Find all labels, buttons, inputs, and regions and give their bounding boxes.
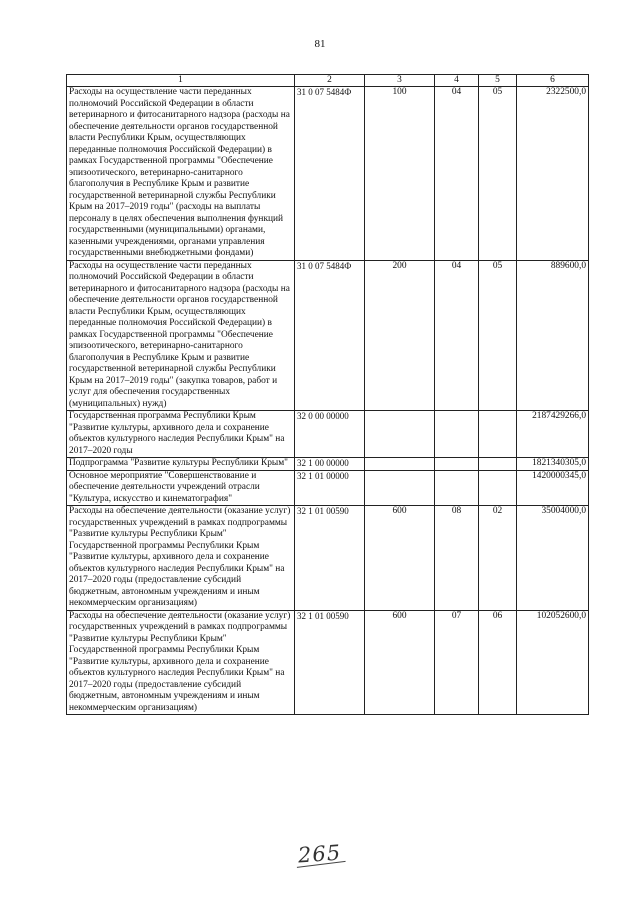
expense-name-cell: Основное мероприятие "Совершенствование и обеспечение деятельности учреждений отрасли "Культура, искусство и кинематография" [67, 470, 295, 506]
subsection-cell [479, 411, 517, 458]
expense-name-cell: Подпрограмма "Развитие культуры Республики Крым" [67, 458, 295, 471]
table-row [67, 610, 589, 715]
section-cell: 04 [435, 260, 479, 411]
column-header: 2 [295, 75, 365, 87]
subsection-cell: 05 [479, 260, 517, 411]
amount-cell: 2187429266,0 [517, 411, 589, 458]
column-header: 5 [479, 75, 517, 87]
expense-name-cell: Государственная программа Республики Крым "Развитие культуры, архивного дела и сохранение объектов культурного наследия Республики Крым" на 2017–2020 годы [67, 411, 295, 458]
target-code-cell: 31 0 07 5484Ф [295, 87, 365, 261]
expense-type-cell: 600 [365, 610, 435, 715]
table-row [67, 506, 589, 611]
amount-cell: 1821340305,0 [517, 458, 589, 471]
section-cell [435, 411, 479, 458]
target-code-cell: 32 1 01 00590 [295, 610, 365, 715]
column-header: 3 [365, 75, 435, 87]
expense-type-cell: 200 [365, 260, 435, 411]
amount-cell: 102052600,0 [517, 610, 589, 715]
table-row [67, 260, 589, 411]
amount-cell: 889600,0 [517, 260, 589, 411]
expense-type-cell [365, 458, 435, 471]
amount-cell: 35004000,0 [517, 506, 589, 611]
page-number: 81 [314, 38, 326, 50]
subsection-cell [479, 458, 517, 471]
table-header-row [67, 75, 589, 87]
target-code-cell: 32 1 00 00000 [295, 458, 365, 471]
section-cell: 08 [435, 506, 479, 611]
expense-name-cell: Расходы на осуществление части переданных полномочий Российской Федерации в области ветеринарного и фитосанитарного надзора (расходы на обеспечение деятельности органов государственной власти Республики Крым, осуществляющих переданные полномочия Российской Федерации) в рамках Государственной программы "Обеспечение эпизоотического, ветеринарно-санитарного благополучия в Республике Крым и развитие государственной ветеринарной службы Республики Крым на 2017–2019 годы" (закупка товаров, работ и услуг для обеспечения государственных (муниципальных) нужд) [67, 260, 295, 411]
amount-cell: 2322500,0 [517, 87, 589, 261]
section-cell [435, 458, 479, 471]
target-code-cell: 32 1 01 00590 [295, 506, 365, 611]
table-row [67, 458, 589, 471]
table-row [67, 470, 589, 506]
column-header: 4 [435, 75, 479, 87]
section-cell: 04 [435, 87, 479, 261]
subsection-cell: 02 [479, 506, 517, 611]
subsection-cell [479, 470, 517, 506]
expense-name-cell: Расходы на осуществление части переданных полномочий Российской Федерации в области ветеринарного и фитосанитарного надзора (расходы на обеспечение деятельности органов государственной власти Республики Крым, осуществляющих переданные полномочия Российской Федерации) в рамках Государственной программы "Обеспечение эпизоотического, ветеринарно-санитарного благополучия в Республике Крым и развитие государственной ветеринарной службы Республики Крым на 2017–2019 годы" (расходы на выплаты персоналу в целях обеспечения выполнения функций государственными (муниципальными) органами, казенными учреждениями, органами управления государственными внебюджетными фондами) [67, 87, 295, 261]
expense-type-cell [365, 411, 435, 458]
handwritten-page-number: 265 [297, 840, 342, 868]
expense-type-cell: 100 [365, 87, 435, 261]
expense-type-cell: 600 [365, 506, 435, 611]
target-code-cell: 32 0 00 00000 [295, 411, 365, 458]
expense-name-cell: Расходы на обеспечение деятельности (оказание услуг) государственных учреждений в рамках подпрограммы "Развитие культуры Республики Крым" Государственной программы Республики Крым "Развитие культуры, архивного дела и сохранение объектов культурного наследия Республики Крым" на 2017–2020 годы (предоставление субсидий бюджетным, автономным учреждениям и иным некоммерческим организациям) [67, 610, 295, 715]
column-header: 6 [517, 75, 589, 87]
expense-type-cell [365, 470, 435, 506]
target-code-cell: 32 1 01 00000 [295, 470, 365, 506]
expense-name-cell: Расходы на обеспечение деятельности (оказание услуг) государственных учреждений в рамках подпрограммы "Развитие культуры Республики Крым" Государственной программы Республики Крым "Развитие культуры, архивного дела и сохранение объектов культурного наследия Республики Крым" на 2017–2020 годы (предоставление субсидий бюджетным, автономным учреждениям и иным некоммерческим организациям) [67, 506, 295, 611]
column-header: 1 [67, 75, 295, 87]
amount-cell: 1420000345,0 [517, 470, 589, 506]
table-row [67, 411, 589, 458]
section-cell: 07 [435, 610, 479, 715]
budget-table [66, 74, 589, 715]
subsection-cell: 05 [479, 87, 517, 261]
table-row [67, 87, 589, 261]
target-code-cell: 31 0 07 5484Ф [295, 260, 365, 411]
section-cell [435, 470, 479, 506]
subsection-cell: 06 [479, 610, 517, 715]
